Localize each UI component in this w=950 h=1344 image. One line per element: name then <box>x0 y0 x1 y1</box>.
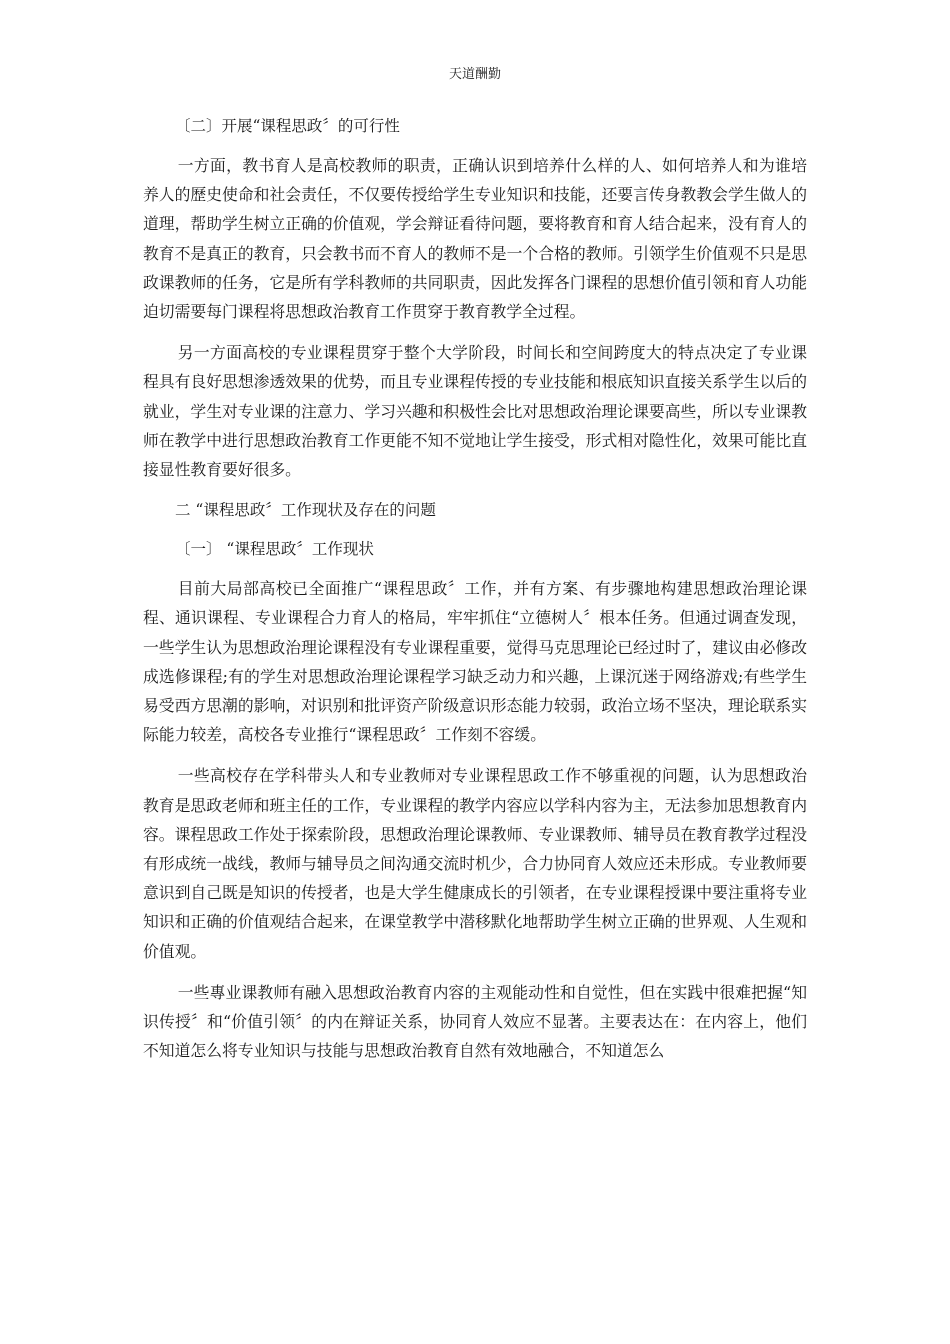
paragraph-insufficient-attention: 一些高校存在学科带头人和专业教师对专业课程思政工作不够重视的问题，认为思想政治教育是思政老师和班主任的工作，专业课程的教学内容应以学科内容为主，无法参加思想教育内容。课程思政工作处于探索阶段，思想政治理论课教师、专业课教师、辅导员在教育教学过程没有形成统一战线，教师与辅导员之间沟通交流时机少，合力协同育人效应还未形成。专业教师要意识到自己既是知识的传授者，也是大学生健康成长的引领者，在专业课程授课中要注重将专业知识和正确的价值观结合起来，在课堂教学中潜移默化地帮助学生树立正确的世界观、人生观和价值观。 <box>143 766 807 961</box>
section-heading-status-problems: 二 “课程思政〞工作现状及存在的问题 <box>175 501 436 520</box>
section-heading-current-status: 〔一〕 “课程思政〞工作现状 <box>175 540 374 559</box>
document-body <box>143 112 807 1077</box>
paragraph-teacher-difficulty: 一些專业课教师有融入思想政治教育内容的主观能动性和自觉性，但在实践中很难把握“知识传授〞和“价值引领〞的内在辩证关系，协同育人效应不显著。主要表达在：在内容上，他们不知道怎么将专业知识与技能与思想政治教育自然有效地融合，不知道怎么 <box>143 982 807 1061</box>
paragraph-current-status: 目前大局部高校已全面推广“课程思政〞工作，并有方案、有步骤地构建思想政治理论课程、通识课程、专业课程合力育人的格局，牢牢抓住“立德树人〞根本任务。但通过调查发现，一些学生认为思想政治理论课程没有专业课程重要，觉得马克思理论已经过时了，建议由必修改成选修课程;有的学生对思想政治理论课程学习缺乏动力和兴趣，上课沉迷于网络游戏;有些学生易受西方思潮的影响，对识别和批评资产阶级意识形态能力较弱，政治立场不坚决，理论联系实际能力较差，高校各专业推行“课程思政〞工作刻不容缓。 <box>143 579 807 745</box>
section-heading-feasibility: 〔二〕开展“课程思政〞的可行性 <box>175 117 400 135</box>
page-header: 天道酬勤 <box>448 67 501 82</box>
paragraph-professional-courses: 另一方面高校的专业课程贯穿于整个大学阶段，时间长和空间跨度大的特点决定了专业课程具有良好思想渗透效果的优势，而且专业课程传授的专业技能和根底知识直接关系学生以后的就业，学生对专业课的注意力、学习兴趣和积极性会比对思想政治理论课要高些，所以专业课教师在教学中进行思想政治教育工作更能不知不觉地让学生接受，形式相对隐性化，效果可能比直接显性教育要好很多。 <box>143 343 807 480</box>
paragraph-teacher-duty: 一方面，教书育人是高校教师的职责，正确认识到培养什么样的人、如何培养人和为谁培养人的歷史使命和社会责任，不仅要传授给学生专业知识和技能，还要言传身教教会学生做人的道理，帮助学生树立正确的价值观，学会辩证看待问题，要将教育和育人结合起来，没有育人的教育不是真正的教育，只会教书而不育人的教师不是一个合格的教师。引领学生价值观不只是思政课教师的任务，它是所有学科教师的共同职责，因此发挥各门课程的思想价值引领和育人功能迫切需要每门课程将思想政治教育工作贯穿于教育教学全过程。 <box>143 156 807 322</box>
